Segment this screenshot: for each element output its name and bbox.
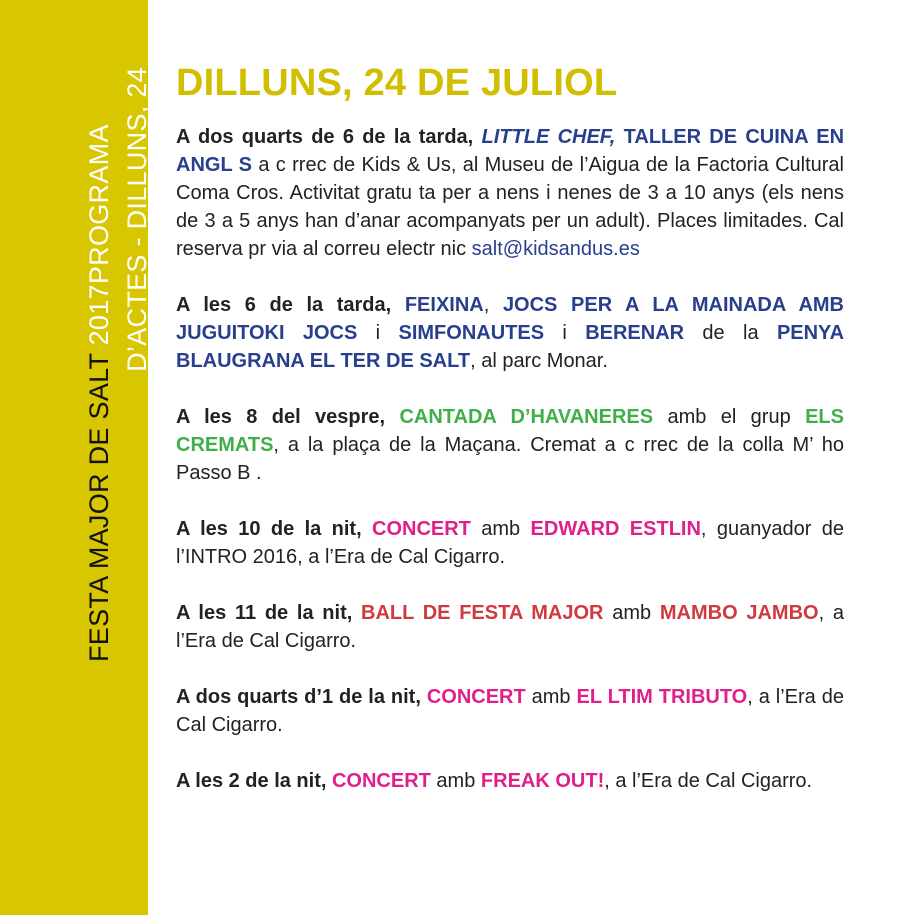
event-highlight: CANTADA D’HAVANERES: [399, 406, 654, 428]
event-time: A dos quarts de 6 de la tarda,: [176, 126, 474, 148]
event-highlight: CONCERT: [372, 518, 471, 540]
event-item: [176, 123, 844, 263]
event-highlight: EL LTIM TRIBUTO: [576, 686, 748, 708]
event-highlight: ELS CREMATS: [176, 406, 844, 456]
sidebar-title-line-2: D’ACTES - DILLUNS, 24: [122, 67, 152, 372]
event-text: , a l’Era de Cal Cigarro.: [176, 686, 844, 736]
event-highlight: CONCERT: [426, 686, 526, 708]
event-highlight: FREAK OUT!: [480, 770, 605, 792]
event-text: de la: [684, 322, 777, 344]
event-text: amb: [430, 770, 481, 792]
event-text: i: [544, 322, 586, 344]
event-item: [176, 291, 844, 375]
event-text: , al parc Monar.: [470, 350, 608, 372]
event-highlight: PENYA BLAUGRANA EL TER DE SALT: [176, 322, 845, 372]
event-highlight: LITTLE CHEF,: [481, 126, 616, 148]
event-text: , a l’Era de Cal Cigarro.: [176, 602, 844, 652]
event-highlight: BERENAR: [585, 322, 685, 344]
sidebar-vertical-title: [80, 62, 156, 662]
event-time: A dos quarts d’1 de la nit,: [176, 686, 421, 708]
event-highlight: MAMBO JAMBO: [659, 602, 819, 624]
event-time: A les 6 de la tarda,: [176, 294, 392, 316]
event-time: A les 11 de la nit,: [176, 602, 353, 624]
event-highlight: FEIXINA: [404, 294, 484, 316]
sidebar-title-line-1: [80, 62, 118, 662]
event-highlight: JOCS PER A LA MAINADA AMB JUGUITOKI JOCS: [176, 294, 844, 344]
event-text: , a l’Era de Cal Cigarro.: [604, 770, 813, 792]
event-text: , guanyador de l’INTRO 2016, a l’Era de Cal Cigarro.: [176, 518, 844, 568]
event-text: i: [357, 322, 399, 344]
event-item: [176, 515, 844, 571]
event-text: amb: [470, 518, 531, 540]
event-time: A les 2 de la nit,: [176, 770, 327, 792]
event-item: [176, 403, 844, 487]
festival-name: FESTA MAJOR DE SALT: [84, 345, 114, 662]
event-time: A les 8 del vespre,: [176, 406, 386, 428]
event-text: amb: [525, 686, 577, 708]
event-highlight: EDWARD ESTLIN: [530, 518, 701, 540]
festival-year: 2017: [84, 284, 114, 346]
event-text: amb el grup: [653, 406, 806, 428]
event-highlight: BALL DE FESTA MAJOR: [361, 602, 604, 624]
program-content: [176, 62, 844, 823]
page-title: DILLUNS, 24 DE JULIOL: [176, 62, 618, 104]
event-text: amb: [603, 602, 660, 624]
event-item: [176, 599, 844, 655]
event-item: [176, 767, 844, 795]
event-highlight: CONCERT: [331, 770, 431, 792]
email-link[interactable]: salt@kidsandus.es: [471, 238, 640, 260]
event-highlight: SIMFONAUTES: [398, 322, 545, 344]
event-item: [176, 683, 844, 739]
event-highlight: TALLER DE CUINA EN ANGL S: [176, 126, 845, 176]
event-text: ,: [483, 294, 503, 316]
event-description: a c rrec de Kids & Us, al Museu de l’Aigua de la Factoria Cultural Coma Cros. Activitat gratu ta per a nens i nenes de 3 a 10 anys (els nens de 3 a 5 anys han d’anar acompanyats per un adult). Places limitades. Cal reserva pr via al correu electr nic: [176, 154, 844, 260]
program-word: PROGRAMA: [84, 124, 114, 285]
sidebar-band: [0, 0, 152, 915]
event-time: A les 10 de la nit,: [176, 518, 362, 540]
event-text: , a la plaça de la Maçana. Cremat a c rrec de la colla M’ ho Passo B .: [176, 434, 844, 484]
